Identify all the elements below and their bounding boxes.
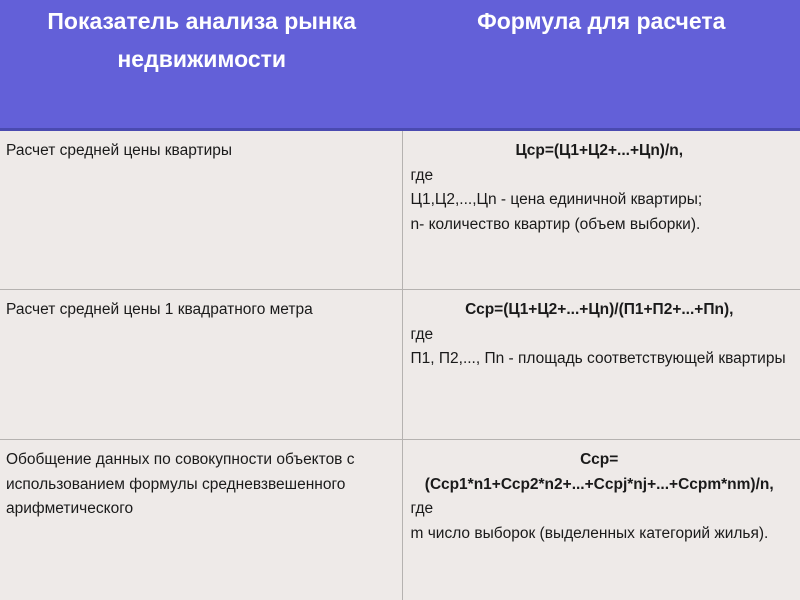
table-row xyxy=(0,130,800,290)
formula-text: Сср=(Сср1*n1+Сср2*n2+...+Ccpj*nj+...+Ccpm*nm)/n, xyxy=(424,451,774,493)
formula-note: m число выборок (выделенных категорий жилья). xyxy=(410,524,769,542)
indicator-cell: Расчет средней цены 1 квадратного метра xyxy=(0,290,402,440)
table-body xyxy=(0,130,800,600)
formula-note: П1, П2,..., Пn - площадь соответствующей квартиры xyxy=(410,350,786,367)
table-header xyxy=(0,0,800,130)
header-row xyxy=(0,0,800,130)
formula-note: где xyxy=(410,500,434,517)
formula-cell xyxy=(402,130,800,290)
formula-note: где xyxy=(410,325,434,343)
table-row xyxy=(0,290,800,440)
table-row xyxy=(0,440,800,600)
indicator-cell: Обобщение данных по совокупности объектов с использованием формулы средневзвешенного арифметического xyxy=(0,440,402,600)
header-indicator: Показатель анализа рынка недвижимости xyxy=(0,0,402,130)
formula-text: Сср=(Ц1+Ц2+...+Цn)/(П1+П2+...+Пn), xyxy=(465,301,734,318)
formula-note: где xyxy=(410,166,434,184)
indicator-cell: Расчет средней цены квартиры xyxy=(0,130,402,290)
formula-cell xyxy=(402,440,800,600)
formula-note: Ц1,Ц2,...,Цn - цена единичной квартиры; xyxy=(410,191,703,208)
formula-text: Цср=(Ц1+Ц2+...+Цn)/n, xyxy=(515,142,684,159)
header-formula: Формула для расчета xyxy=(402,0,800,130)
formula-note: n- количество квартир (объем выборки). xyxy=(410,215,701,233)
formula-cell xyxy=(402,290,800,440)
